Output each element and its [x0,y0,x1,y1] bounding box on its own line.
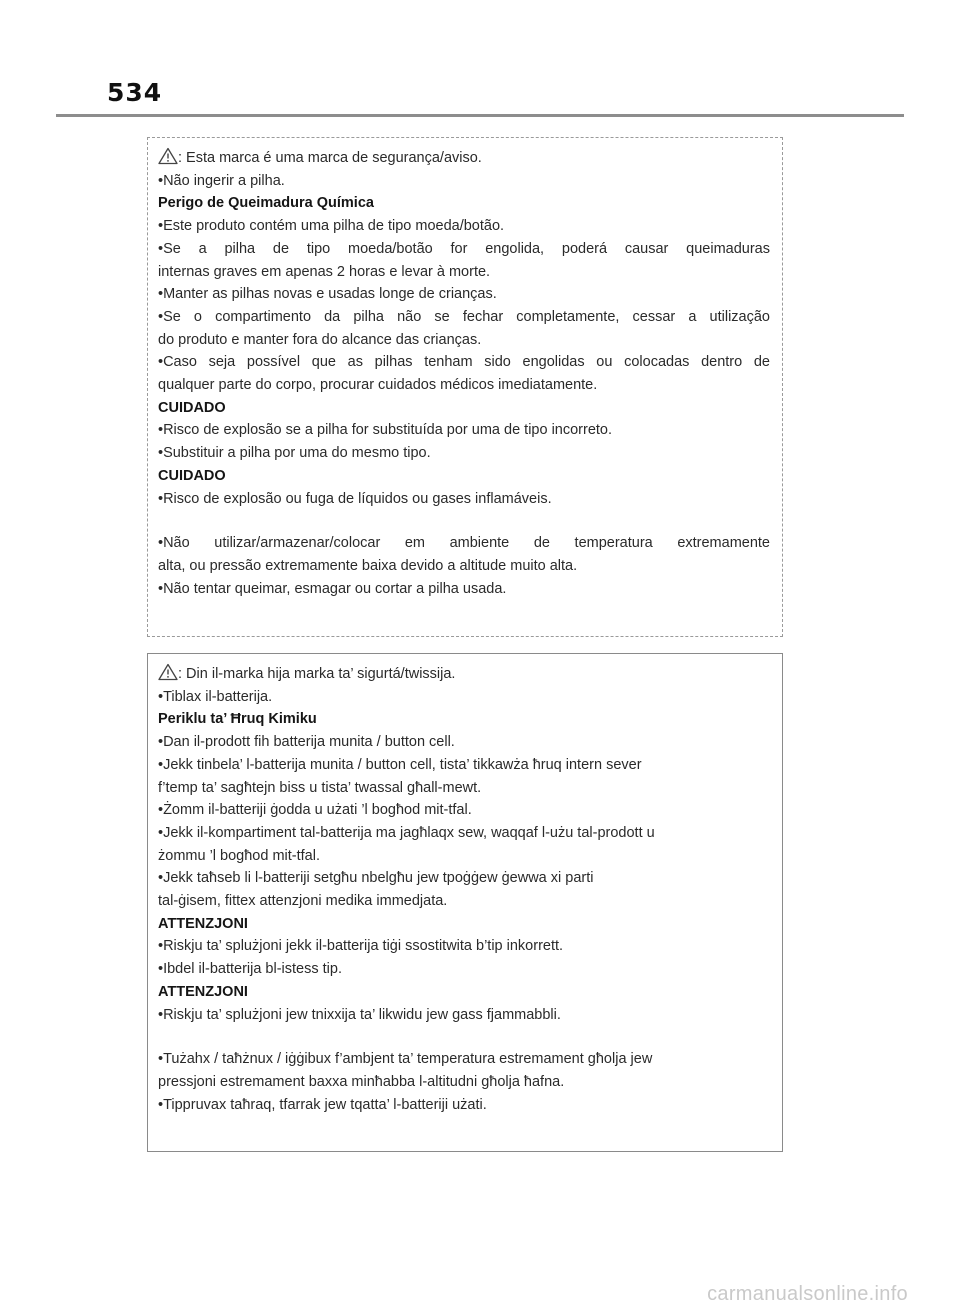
text-line: •Se a pilha de tipo moeda/botão for engolida, poderá causar queimaduras [158,240,770,257]
box-lines [158,686,770,1117]
text-line: internas graves em apenas 2 horas e levar à morte. [158,263,491,280]
text-line: •Jekk il-kompartiment tal-batterija ma jagħlaqx sew, waqqaf l-użu tal-prodott u [158,824,655,841]
text-line: •Este produto contém uma pilha de tipo moeda/botão. [158,218,505,235]
paragraph-gap [158,1026,770,1048]
warning-heading-text: : Din il-marka hija marka ta’ sigurtá/twissija. [178,666,456,682]
paragraph-gap [158,510,770,532]
section-heading: ATTENZJONI [158,983,248,1000]
warning-heading [158,147,770,170]
text-line: •Dan il-prodott fih batterija munita / button cell. [158,734,455,751]
text-line: tal-ġisem, fittex attenzjoni medika immedjata. [158,893,448,910]
text-line: •Substituir a pilha por uma do mesmo tipo. [158,445,431,462]
text-line: •Jekk tinbela’ l-batterija munita / button cell, tista’ tikkawża ħruq intern sever [158,756,642,773]
text-line: •Manter as pilhas novas e usadas longe de crianças. [158,286,497,303]
watermark: carmanualsonline.info [707,1283,908,1305]
header-rule [56,114,904,117]
text-line: do produto e manter fora do alcance das crianças. [158,331,482,348]
section-heading: CUIDADO [158,399,226,416]
warning-heading-text: : Esta marca é uma marca de segurança/aviso. [178,150,482,166]
text-line: f’temp ta’ sagħtejn biss u tista’ twassal għall-mewt. [158,779,482,796]
text-line: •Riskju ta’ splużjoni jekk il-batterija tiġi ssostitwita b’tip inkorrett. [158,938,564,955]
page-number: 534 [107,78,163,107]
text-line: qualquer parte do corpo, procurar cuidados médicos imediatamente. [158,377,598,394]
warning-box-maltese [147,653,783,1152]
section-heading: ATTENZJONI [158,915,248,932]
section-heading: CUIDADO [158,467,226,484]
text-line: •Riskju ta’ splużjoni jew tnixxija ta’ likwidu jew gass fjammabbli. [158,1006,561,1023]
warning-triangle-icon [158,663,178,681]
warning-heading [158,663,770,686]
text-line: •Jekk taħseb li l-batteriji setgħu nbelgħu jew tpoġġew ġewwa xi parti [158,870,594,887]
text-line: •Não utilizar/armazenar/colocar em ambiente de temperatura extremamente [158,535,770,552]
text-line: •Não ingerir a pilha. [158,172,285,189]
section-heading: Perigo de Queimadura Química [158,195,374,212]
text-line: •Tippruvax taħraq, tfarrak jew tqatta’ l-batteriji użati. [158,1096,487,1113]
warning-box-portuguese [147,137,783,637]
warning-triangle-icon [158,147,178,165]
text-line: •Não tentar queimar, esmagar ou cortar a pilha usada. [158,580,507,597]
text-line: •Żomm il-batteriji ġodda u użati ’l bogħod mit-tfal. [158,802,472,819]
text-line: •Ibdel il-batterija bl-istess tip. [158,961,342,978]
text-line: •Tużahx / taħżnux / iġġibux f’ambjent ta’ temperatura estremament għolja jew [158,1051,653,1068]
section-heading: Periklu ta’ Ħruq Kimiku [158,711,317,728]
text-line: •Tiblax il-batterija. [158,688,273,705]
text-line: •Se o compartimento da pilha não se fechar completamente, cessar a utilização [158,308,770,325]
text-line: •Risco de explosão ou fuga de líquidos ou gases inflamáveis. [158,490,552,507]
text-line: •Risco de explosão se a pilha for substituída por uma de tipo incorreto. [158,422,613,439]
text-line: pressjoni estremament baxxa minħabba l-altitudni għolja ħafna. [158,1073,565,1090]
box-lines [158,170,770,601]
text-line: •Caso seja possível que as pilhas tenham sido engolidas ou colocadas dentro de [158,354,770,371]
text-line: żommu ’l bogħod mit-tfal. [158,847,320,864]
text-line: alta, ou pressão extremamente baixa devido a altitude muito alta. [158,557,578,574]
